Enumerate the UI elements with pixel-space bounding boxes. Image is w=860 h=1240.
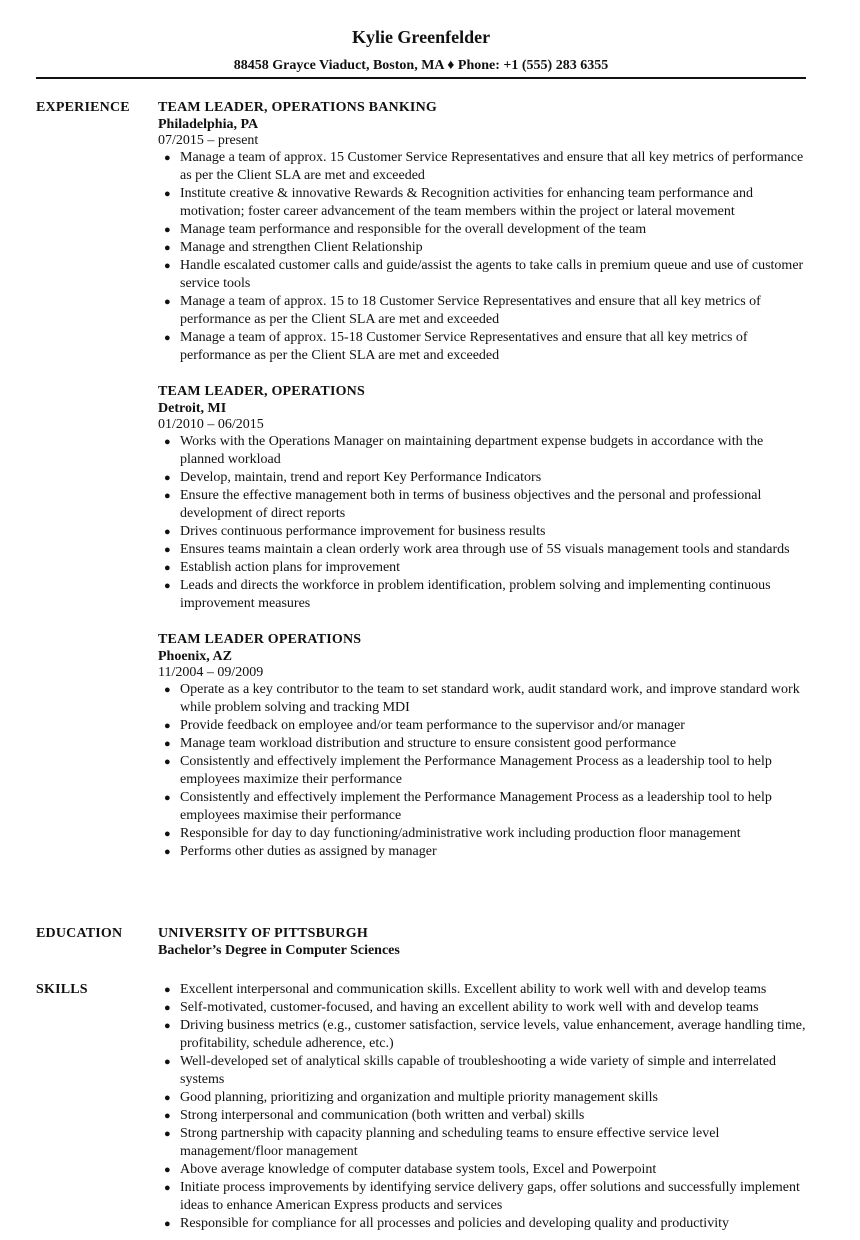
bullet-text: Consistently and effectively implement the Performance Management Process as a leadership tool to help employees maximise their performance: [180, 790, 772, 823]
bullet-text: Manage a team of approx. 15 to 18 Customer Service Representatives and ensure that all key metrics of performance as per the Client SLA are met and exceeded: [180, 294, 761, 327]
bullet-text: Excellent interpersonal and communication skills. Excellent ability to work well with and develop teams: [180, 982, 767, 997]
bullet-item: [158, 999, 810, 1017]
bullet-item: [158, 1179, 810, 1215]
resume-header: [36, 24, 806, 75]
job-entry: [158, 99, 810, 365]
bullet-text: Handle escalated customer calls and guide/assist the agents to take calls in premium queue and use of customer service tools: [180, 258, 804, 291]
job-location: Philadelphia, PA: [158, 117, 259, 132]
job-title: TEAM LEADER, OPERATIONS: [158, 384, 365, 399]
bullet-item: [158, 239, 810, 257]
skills-bullets: [158, 981, 810, 1233]
bullet-item: [158, 185, 810, 221]
bullet-text: Leads and directs the workforce in problem identification, problem solving and implementing continuous improvement measures: [180, 578, 771, 611]
bullet-icon: ●: [164, 224, 171, 236]
job-dates: 11/2004 – 09/2009: [158, 665, 264, 680]
school-name: UNIVERSITY OF PITTSBURGH: [158, 926, 368, 941]
bullet-icon: ●: [164, 1218, 171, 1230]
job-location: Phoenix, AZ: [158, 649, 232, 664]
bullet-text: Consistently and effectively implement the Performance Management Process as a leadership tool to help employees maximize their performance: [180, 754, 772, 787]
bullet-icon: ●: [164, 1092, 171, 1104]
bullet-item: [158, 981, 810, 999]
bullet-item: [158, 681, 810, 717]
experience-list: [158, 99, 810, 879]
section-label-skills: SKILLS: [36, 982, 88, 997]
bullet-icon: ●: [164, 242, 171, 254]
skills-list: [158, 981, 810, 1233]
bullet-item: [158, 487, 810, 523]
bullet-text: Operate as a key contributor to the team to set standard work, audit standard work, and improve standard work while problem solving and tracking MDI: [180, 682, 800, 715]
bullet-icon: ●: [164, 846, 171, 858]
bullet-icon: ●: [164, 544, 171, 556]
bullet-text: Institute creative & innovative Rewards & Recognition activities for enhancing team performance and motivation; foster career advancement of the team members within the project or lateral movement: [180, 186, 754, 219]
job-dates: 01/2010 – 06/2015: [158, 417, 264, 432]
bullet-item: [158, 433, 810, 469]
bullet-icon: ●: [164, 1128, 171, 1140]
bullet-text: Manage team performance and responsible for the overall development of the team: [180, 222, 647, 237]
header-divider: [36, 77, 806, 79]
bullet-text: Above average knowledge of computer database system tools, Excel and Powerpoint: [180, 1162, 657, 1177]
bullet-icon: ●: [164, 188, 171, 200]
bullet-item: [158, 523, 810, 541]
bullet-icon: ●: [164, 1002, 171, 1014]
bullet-item: [158, 735, 810, 753]
job-location: Detroit, MI: [158, 401, 227, 416]
candidate-name: Kylie Greenfelder: [351, 27, 491, 47]
bullet-icon: ●: [164, 296, 171, 308]
bullet-text: Establish action plans for improvement: [180, 560, 401, 575]
bullet-item: [158, 1017, 810, 1053]
bullet-item: [158, 541, 810, 559]
bullet-item: [158, 577, 810, 613]
bullet-item: [158, 329, 810, 365]
bullet-icon: ●: [164, 720, 171, 732]
bullet-icon: ●: [164, 756, 171, 768]
bullet-text: Provide feedback on employee and/or team performance to the supervisor and/or manager: [180, 718, 685, 733]
bullet-icon: ●: [164, 580, 171, 592]
bullet-icon: ●: [164, 436, 171, 448]
bullet-text: Manage and strengthen Client Relationship: [180, 240, 423, 255]
education-entry: [158, 925, 810, 959]
bullet-icon: ●: [164, 792, 171, 804]
bullet-icon: ●: [164, 526, 171, 538]
bullet-text: Develop, maintain, trend and report Key Performance Indicators: [180, 470, 542, 485]
bullet-item: [158, 469, 810, 487]
bullet-icon: ●: [164, 152, 171, 164]
bullet-text: Manage team workload distribution and structure to ensure consistent good performance: [180, 736, 677, 751]
bullet-item: [158, 293, 810, 329]
bullet-item: [158, 1089, 810, 1107]
bullet-icon: ●: [164, 684, 171, 696]
section-label-education: EDUCATION: [36, 926, 123, 941]
bullet-item: [158, 789, 810, 825]
job-bullets: [158, 433, 810, 613]
contact-line: 88458 Grayce Viaduct, Boston, MA ♦ Phone: +1 (555) 283 6355: [233, 58, 609, 73]
bullet-item: [158, 149, 810, 185]
bullet-item: [158, 1125, 810, 1161]
bullet-item: [158, 1107, 810, 1125]
bullet-text: Initiate process improvements by identifying service delivery gaps, offer solutions and successfully implement ideas to enhance American Express products and services: [180, 1180, 800, 1213]
bullet-text: Works with the Operations Manager on maintaining department expense budgets in accordance with the planned workload: [180, 434, 764, 467]
bullet-icon: ●: [164, 562, 171, 574]
job-bullets: [158, 681, 810, 861]
degree: Bachelor’s Degree in Computer Sciences: [158, 943, 400, 958]
bullet-text: Responsible for compliance for all processes and policies and developing quality and productivity: [180, 1216, 729, 1231]
bullet-item: [158, 1161, 810, 1179]
bullet-text: Self-motivated, customer-focused, and having an excellent ability to work well with and develop teams: [180, 1000, 759, 1015]
bullet-icon: ●: [164, 1164, 171, 1176]
bullet-text: Performs other duties as assigned by manager: [180, 844, 437, 859]
bullet-item: [158, 1215, 810, 1233]
job-bullets: [158, 149, 810, 365]
bullet-item: [158, 1053, 810, 1089]
bullet-icon: ●: [164, 260, 171, 272]
bullet-text: Manage a team of approx. 15-18 Customer Service Representatives and ensure that all key metrics of performance as per the Client SLA are met and exceeded: [180, 330, 748, 363]
section-label-experience: EXPERIENCE: [36, 100, 130, 115]
bullet-text: Responsible for day to day functioning/administrative work including production floor management: [180, 826, 741, 841]
bullet-item: [158, 559, 810, 577]
bullet-icon: ●: [164, 1056, 171, 1068]
bullet-item: [158, 825, 810, 843]
job-title: TEAM LEADER, OPERATIONS BANKING: [158, 100, 437, 115]
bullet-text: Driving business metrics (e.g., customer satisfaction, service levels, value enhancement, average handling time, profitability, schedule adherence, etc.): [180, 1018, 806, 1051]
bullet-text: Good planning, prioritizing and organization and multiple priority management skills: [180, 1090, 658, 1105]
bullet-icon: ●: [164, 1182, 171, 1194]
bullet-icon: ●: [164, 490, 171, 502]
bullet-text: Manage a team of approx. 15 Customer Service Representatives and ensure that all key metrics of performance as per the Client SLA are met and exceeded: [180, 150, 804, 183]
bullet-item: [158, 257, 810, 293]
bullet-item: [158, 753, 810, 789]
bullet-icon: ●: [164, 1110, 171, 1122]
job-title: TEAM LEADER OPERATIONS: [158, 632, 362, 647]
bullet-icon: ●: [164, 1020, 171, 1032]
job-dates: 07/2015 – present: [158, 133, 259, 148]
bullet-text: Ensure the effective management both in terms of business objectives and the personal and professional development of direct reports: [180, 488, 762, 521]
bullet-item: [158, 843, 810, 861]
bullet-text: Drives continuous performance improvement for business results: [180, 524, 546, 539]
bullet-item: [158, 717, 810, 735]
bullet-icon: ●: [164, 828, 171, 840]
bullet-item: [158, 221, 810, 239]
bullet-text: Well-developed set of analytical skills capable of troubleshooting a wide variety of simple and interrelated systems: [180, 1054, 777, 1087]
job-entry: [158, 631, 810, 861]
bullet-icon: ●: [164, 738, 171, 750]
bullet-icon: ●: [164, 984, 171, 996]
bullet-text: Ensures teams maintain a clean orderly work area through use of 5S visuals management tools and standards: [180, 542, 790, 557]
bullet-icon: ●: [164, 332, 171, 344]
bullet-text: Strong interpersonal and communication (both written and verbal) skills: [180, 1108, 585, 1123]
job-entry: [158, 383, 810, 613]
bullet-text: Strong partnership with capacity planning and scheduling teams to ensure effective service level management/floor management: [180, 1126, 720, 1159]
bullet-icon: ●: [164, 472, 171, 484]
